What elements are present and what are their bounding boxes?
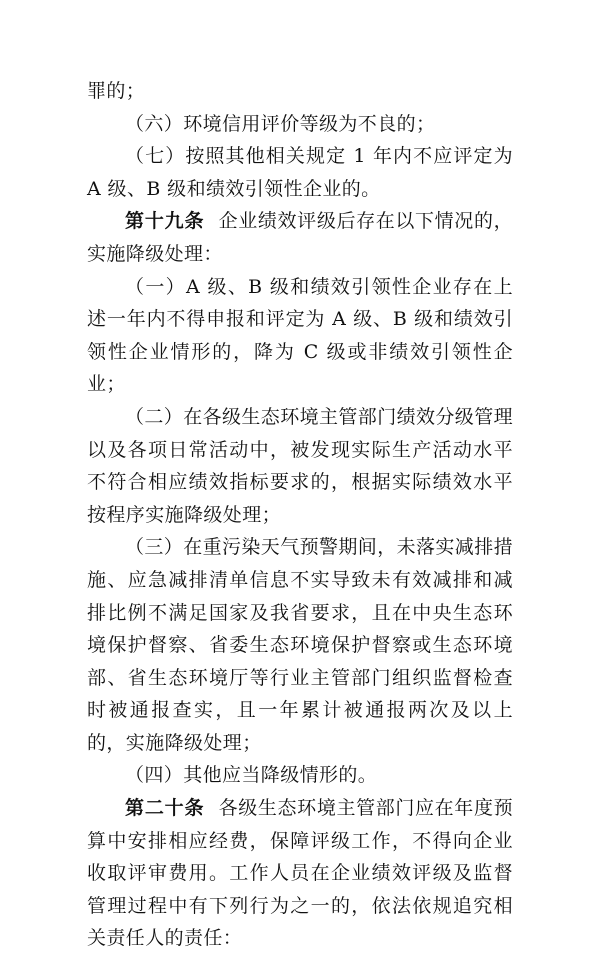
article-20 [87, 792, 513, 955]
document-body [87, 75, 513, 955]
paragraph-item-7 [87, 140, 513, 205]
article-number: 第十九条 [125, 210, 205, 233]
paragraph-text: （三）在重污染天气预警期间，未落实减排措施、应急减排清单信息不实导致未有效减排和减排比例不满足国家及我省要求，且在中央生态环境保护督察、省委生态环境保护督察或生态环境部、省生态环境厅等行业主管部门组织监督检查时被通报查实，且一年累计被通报两次及以上的，实施降级处理； [87, 536, 514, 754]
paragraph-text: （四）其他应当降级情形的。 [125, 764, 378, 787]
paragraph-text: 企业绩效评级后存在以下情况的，实施降级处理： [87, 210, 513, 265]
paragraph-item-4 [87, 759, 513, 792]
paragraph-text: （六）环境信用评价等级为不良的； [125, 112, 436, 135]
paragraph-item-6 [87, 108, 513, 141]
paragraph-text: （一）A 级、B 级和绩效引领性企业存在上述一年内不得申报和评定为 A 级、B 级和绩效引领性企业情形的，降为 C 级或非绩效引领性企业； [87, 275, 513, 396]
paragraph-text: （二）在各级生态环境主管部门绩效分级管理以及各项日常活动中，被发现实际生产活动水平不符合相应绩效指标要求的，根据实际绩效水平按程序实施降级处理； [87, 405, 514, 526]
paragraph-continuation [87, 75, 513, 108]
article-19 [87, 205, 513, 270]
paragraph-text: （七）按照其他相关规定 1 年内不应评定为 A 级、B 级和绩效引领性企业的。 [87, 145, 513, 200]
paragraph-text: 各级生态环境主管部门应在年度预算中安排相应经费，保障评级工作，不得向企业收取评审费用。工作人员在企业绩效评级及监督管理过程中有下列行为之一的，依法依规追究相关责任人的责任： [87, 797, 513, 950]
paragraph-item-1 [87, 271, 513, 401]
paragraph-text: 罪的； [87, 80, 146, 102]
paragraph-item-3 [87, 531, 513, 759]
article-number: 第二十条 [125, 797, 205, 820]
paragraph-item-2 [87, 401, 513, 531]
